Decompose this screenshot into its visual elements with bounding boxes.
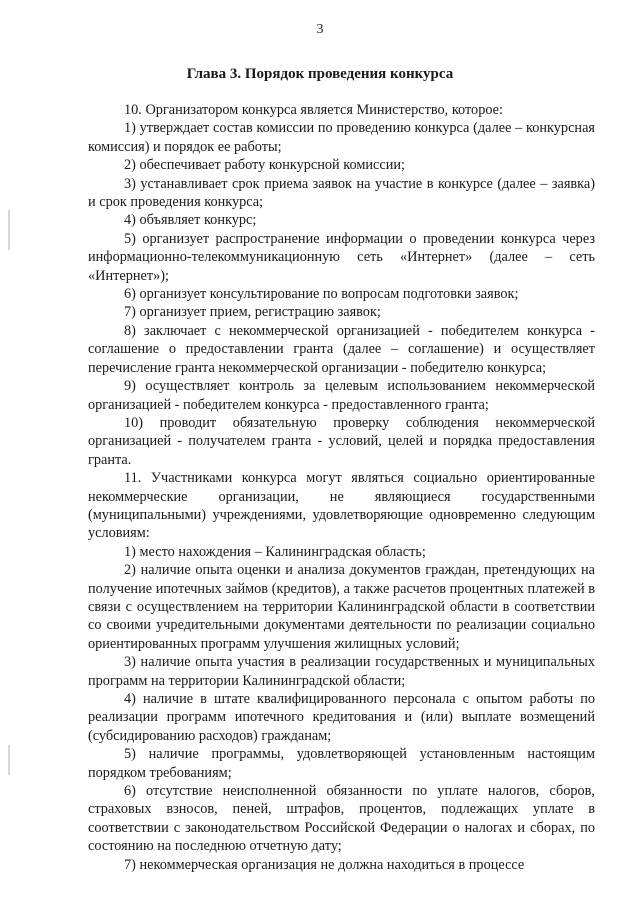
paragraph: 3) наличие опыта участия в реализации государственных и муниципальных программ на территории Калининградской области; (88, 654, 595, 689)
paragraph: 6) организует консультирование по вопросам подготовки заявок; (124, 286, 519, 303)
paragraph: 6) отсутствие неисполненной обязанности по уплате налогов, сборов, страховых взносов, пеней, штрафов, процентов, подлежащих уплате в соответствии с законодательством Российской Федерации о налогах и сборах, по состоянию на последнюю отчетную дату; (88, 783, 595, 855)
paragraph: 4) объявляет конкурс; (124, 212, 257, 229)
chapter-heading: Глава 3. Порядок проведения конкурса (186, 66, 454, 82)
paragraph: 2) наличие опыта оценки и анализа документов граждан, претендующих на получение ипотечных займов (кредитов), а также расчетов процентных платежей в связи с осуществлением на территории Калининградской области в соответствии со своими учредительными документами деятельности по реализации социально ориентированных программ улучшения жилищных условий; (88, 562, 595, 652)
document-body (88, 101, 595, 874)
page-number: 3 (316, 22, 324, 37)
paragraph: 1) место нахождения – Калининградская область; (124, 543, 426, 560)
paragraph: 7) организует прием, регистрацию заявок; (124, 304, 381, 321)
paragraph: 11. Участниками конкурса могут являться социально ориентированные некоммерческие организации, не являющиеся государственными (муниципальными) учреждениями, удовлетворяющие одновременно следующим условиям: (88, 470, 595, 542)
paragraph: 2) обеспечивает работу конкурсной комиссии; (124, 157, 406, 174)
paragraph: 7) некоммерческая организация не должна находиться в процессе (124, 856, 525, 873)
paragraph: 9) осуществляет контроль за целевым использованием некоммерческой организацией - победителем конкурса - предоставленного гранта; (88, 378, 595, 413)
paragraph: 4) наличие в штате квалифицированного персонала с опытом работы по реализации программ ипотечного кредитования и (или) выплате возмещений (субсидированию расходов) гражданам; (88, 691, 595, 744)
scan-artifact (8, 210, 10, 250)
paragraph: 3) устанавливает срок приема заявок на участие в конкурсе (далее – заявка) и срок проведения конкурса; (88, 175, 595, 211)
paragraph: 5) наличие программы, удовлетворяющей установленным настоящим порядком требованиям; (88, 746, 595, 781)
scan-artifact (8, 745, 10, 775)
paragraph: 5) организует распространение информации о проведении конкурса через информационно-телекоммуникационную сеть «Интернет» (далее – сеть «Интернет»); (88, 230, 595, 284)
paragraph: 8) заключает с некоммерческой организацией - победителем конкурса - соглашение о предоставлении гранта (далее – соглашение) и осуществляет перечисление гранта некоммерческой организации - победителю конкурса; (88, 322, 595, 376)
paragraph: 10) проводит обязательную проверку соблюдения некоммерческой организацией - получателем гранта - условий, целей и порядка предоставления гранта. (88, 414, 595, 468)
paragraph: 1) утверждает состав комиссии по проведению конкурса (далее – конкурсная комиссия) и порядок ее работы; (88, 120, 595, 155)
paragraph: 10. Организатором конкурса является Министерство, которое: (124, 102, 503, 118)
